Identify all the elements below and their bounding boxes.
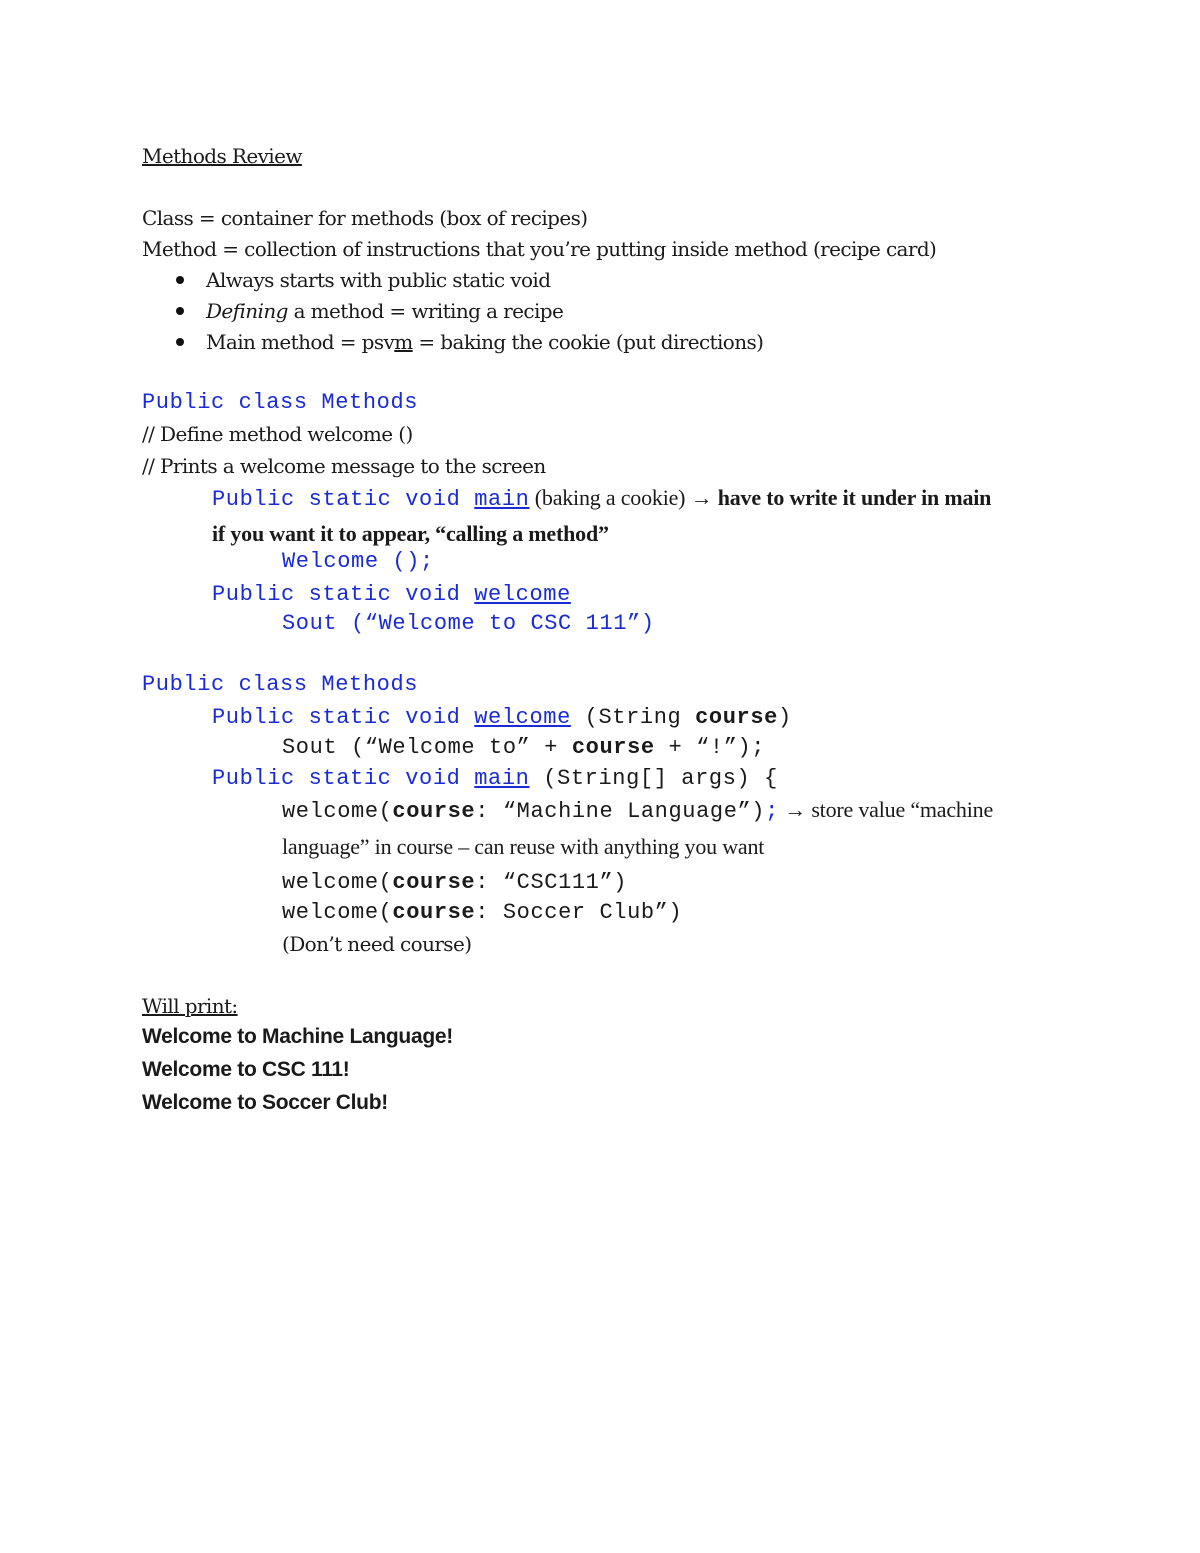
code-welcome-declaration: Public static void welcome (String course) — [212, 705, 792, 730]
annotation-bold: have to write it under in main — [717, 485, 992, 510]
bullet-text: = baking the cookie (put directions) — [412, 330, 764, 354]
code-call: welcome(course: “Machine Language”); → store value “machine — [282, 797, 994, 824]
bullet-underlined: m — [394, 330, 413, 354]
code-call: welcome(course: Soccer Club”) — [282, 900, 683, 925]
bullet-icon — [176, 338, 184, 346]
bullet-item — [176, 265, 550, 295]
code-class-declaration: Public class Methods — [142, 390, 419, 415]
bullet-icon — [176, 307, 184, 315]
annotation: (baking a cookie) → — [529, 485, 718, 510]
method-name-main: main — [474, 487, 530, 512]
output-line: Welcome to CSC 111! — [142, 1058, 350, 1081]
method-name-welcome: welcome — [474, 705, 571, 730]
bullet-text: Always starts with public static void — [206, 268, 551, 292]
output-line: Welcome to Machine Language! — [142, 1025, 453, 1048]
annotation-bold: if you want it to appear, “calling a method” — [212, 521, 609, 546]
bullet-emphasis: Defining — [206, 299, 288, 323]
code-call: Welcome (); — [282, 549, 434, 574]
code-sout: Sout (“Welcome to” + course + “!”); — [282, 735, 766, 760]
code-note: (Don’t need course) — [282, 932, 472, 956]
code-main-declaration: Public static void main (baking a cookie) → have to write it under in main — [212, 485, 992, 512]
bullet-text: a method = writing a recipe — [287, 299, 564, 323]
page-title: Methods Review — [142, 144, 302, 168]
method-name-main: main — [474, 766, 530, 791]
code-comment: // Prints a welcome message to the screen — [142, 454, 546, 478]
method-name-welcome: welcome — [474, 582, 571, 607]
code-class-declaration: Public class Methods — [142, 672, 419, 697]
annotation: → store value “machine — [778, 797, 994, 822]
code-call: welcome(course: “CSC111”) — [282, 870, 628, 895]
code-welcome-declaration: Public static void welcome — [212, 582, 571, 607]
code-sout: Sout (“Welcome to CSC 111”) — [282, 611, 655, 636]
method-definition: Method = collection of instructions that you’re putting inside method (recipe card) — [142, 237, 937, 261]
code-comment: // Define method welcome () — [142, 422, 413, 446]
output-label: Will print: — [142, 994, 238, 1018]
output-line: Welcome to Soccer Club! — [142, 1091, 388, 1114]
code-main-declaration: Public static void main (String[] args) { — [212, 766, 778, 791]
annotation: language” in course – can reuse with anything you want — [282, 834, 765, 859]
bullet-item — [176, 327, 763, 357]
bullet-item — [176, 296, 563, 326]
bullet-icon — [176, 276, 184, 284]
class-definition: Class = container for methods (box of recipes) — [142, 206, 588, 230]
bullet-text: Main method = psv — [206, 330, 395, 354]
